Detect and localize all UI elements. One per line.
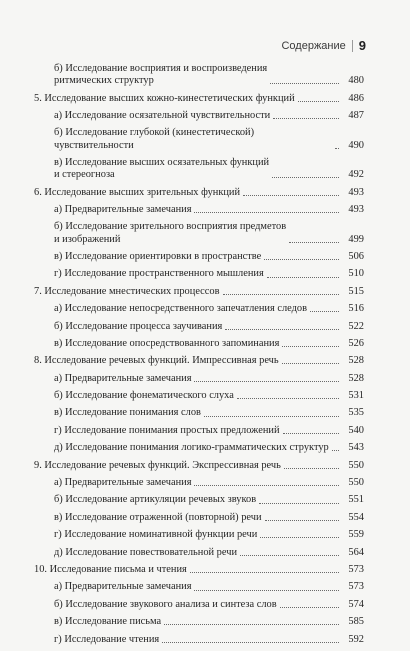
toc-page-number: 528 <box>348 355 364 367</box>
toc-page-number: 585 <box>348 616 364 628</box>
dot-leader <box>194 590 339 591</box>
toc-entry-title: б) Исследование фонематического слуха <box>54 390 234 402</box>
dot-leader <box>282 346 339 347</box>
toc-section-entry <box>34 616 364 628</box>
toc-page-number: 559 <box>348 529 364 541</box>
toc-chapter-entry <box>34 564 364 576</box>
toc-entry-title: б) Исследование процесса заучивания <box>54 320 223 332</box>
toc-entry-title: в) Исследование понимания слов <box>54 407 201 419</box>
dot-leader <box>270 83 339 84</box>
dot-leader <box>282 363 339 364</box>
toc-section-entry <box>34 373 364 385</box>
toc-section-entry <box>34 321 364 333</box>
toc-entry-title: 7. Исследование мнестических процессов <box>34 285 220 297</box>
toc-chapter-entry <box>34 460 364 472</box>
toc-entry-title: б) Исследование зрительного восприятия предметов и изображений <box>54 221 287 245</box>
dot-leader <box>265 520 339 521</box>
toc-page-number: 522 <box>348 320 364 332</box>
dot-leader <box>284 468 339 469</box>
dot-leader <box>243 195 339 196</box>
toc-page-number: 551 <box>348 494 364 506</box>
toc-section-entry <box>34 494 364 506</box>
toc-entry-title: а) Предварительные замечания <box>54 203 192 215</box>
toc-entry-title: а) Предварительные замечания <box>54 581 192 593</box>
toc-page-number: 528 <box>348 372 364 384</box>
toc-page-number: 493 <box>348 186 364 198</box>
toc-page-number: 564 <box>348 546 364 558</box>
toc-page-number: 574 <box>348 598 364 610</box>
dot-leader <box>260 537 339 538</box>
toc-entry-title: г) Исследование пространственного мышления <box>54 268 264 280</box>
toc-section-entry <box>34 581 364 593</box>
toc-section-entry <box>34 303 364 315</box>
toc-section-entry <box>34 512 364 524</box>
toc-page-number: 506 <box>348 250 364 262</box>
dot-leader <box>280 607 339 608</box>
toc-section-entry <box>34 425 364 437</box>
toc-page-number: 515 <box>348 285 364 297</box>
dot-leader <box>237 398 339 399</box>
toc-section-entry <box>34 599 364 611</box>
toc-section-entry <box>34 221 364 245</box>
toc-page-number: 526 <box>348 337 364 349</box>
toc-entry-title: г) Исследование понимания простых предложений <box>54 424 280 436</box>
toc-section-entry <box>34 634 364 646</box>
toc-entry-title: 5. Исследование высших кожно-кинестетических функций <box>34 92 295 104</box>
table-of-contents <box>34 63 364 651</box>
dot-leader <box>164 624 339 625</box>
toc-entry-title: в) Исследование опосредствованного запоминания <box>54 337 280 349</box>
dot-leader <box>272 177 339 178</box>
page-header <box>281 38 366 53</box>
toc-entry-title: б) Исследование глубокой (кинестетической) чувствительности <box>54 127 255 151</box>
toc-page-number: 573 <box>348 581 364 593</box>
toc-entry-title: в) Исследование высших осязательных функций и стереогноза <box>54 156 270 181</box>
toc-section-entry <box>34 127 364 151</box>
toc-section-entry <box>34 204 364 216</box>
toc-entry-title: д) Исследование понимания логико-грамматических структур <box>54 442 329 454</box>
toc-page-number: 535 <box>348 407 364 419</box>
toc-page-number: 554 <box>348 511 364 523</box>
toc-entry-title: 9. Исследование речевых функций. Экспрессивная речь <box>34 459 281 471</box>
toc-entry-title: г) Исследование чтения <box>54 633 160 645</box>
toc-entry-title: а) Предварительные замечания <box>54 372 192 384</box>
toc-entry-title: а) Исследование непосредственного запечатления следов <box>54 303 308 315</box>
toc-page-number: 486 <box>348 92 364 104</box>
toc-page-number: 543 <box>348 442 364 454</box>
dot-leader <box>162 642 339 643</box>
dot-leader <box>240 555 339 556</box>
toc-entry-title: 8. Исследование речевых функций. Импрессивная речь <box>34 355 279 367</box>
dot-leader <box>259 503 339 504</box>
dot-leader <box>283 433 339 434</box>
dot-leader <box>194 485 339 486</box>
dot-leader <box>225 329 339 330</box>
dot-leader <box>267 277 339 278</box>
toc-page-number: 550 <box>348 477 364 489</box>
toc-chapter-entry <box>34 286 364 298</box>
toc-page-number: 490 <box>348 139 364 151</box>
running-title: Содержание <box>281 39 346 52</box>
toc-entry-title: в) Исследование ориентировки в пространстве <box>54 250 262 262</box>
toc-page-number: 487 <box>348 109 364 121</box>
dot-leader <box>194 212 339 213</box>
toc-page-number: 573 <box>348 563 364 575</box>
toc-entry-title: 6. Исследование высших зрительных функций <box>34 186 241 198</box>
toc-page-number: 510 <box>348 268 364 280</box>
toc-section-entry <box>34 390 364 402</box>
toc-entry-title: д) Исследование повествовательной речи <box>54 546 238 558</box>
toc-page-number: 492 <box>348 169 364 181</box>
toc-section-entry <box>34 251 364 263</box>
dot-leader <box>264 259 339 260</box>
toc-entry-title: 10. Исследование письма и чтения <box>34 563 187 575</box>
dot-leader <box>273 118 339 119</box>
dot-leader <box>335 148 339 149</box>
dot-leader <box>204 416 339 417</box>
dot-leader <box>310 311 339 312</box>
toc-page-number: 550 <box>348 459 364 471</box>
toc-page-number: 480 <box>348 75 364 87</box>
toc-chapter-entry <box>34 187 364 199</box>
toc-page-number: 531 <box>348 390 364 402</box>
dot-leader <box>298 101 339 102</box>
toc-section-entry <box>34 63 364 87</box>
toc-entry-title: в) Исследование отраженной (повторной) речи <box>54 511 262 523</box>
toc-section-entry <box>34 407 364 419</box>
toc-entry-title: г) Исследование номинативной функции речи <box>54 529 258 541</box>
toc-chapter-entry <box>34 93 364 105</box>
toc-entry-title: б) Исследование восприятия и воспроизведения ритмических структур <box>54 63 268 87</box>
toc-section-entry <box>34 110 364 122</box>
header-divider <box>352 40 353 52</box>
toc-section-entry <box>34 529 364 541</box>
toc-section-entry <box>34 268 364 280</box>
toc-entry-title: а) Исследование осязательной чувствительности <box>54 109 271 121</box>
toc-entry-title: в) Исследование письма <box>54 616 162 628</box>
toc-page-number: 540 <box>348 424 364 436</box>
toc-page-number: 493 <box>348 203 364 215</box>
toc-section-entry <box>34 157 364 181</box>
toc-entry-title: а) Предварительные замечания <box>54 477 192 489</box>
dot-leader <box>194 381 339 382</box>
toc-entry-title: б) Исследование звукового анализа и синтеза слов <box>54 598 277 610</box>
toc-page-number: 592 <box>348 633 364 645</box>
dot-leader <box>332 450 339 451</box>
toc-section-entry <box>34 338 364 350</box>
toc-section-entry <box>34 442 364 454</box>
dot-leader <box>190 572 339 573</box>
toc-chapter-entry <box>34 355 364 367</box>
toc-section-entry <box>34 477 364 489</box>
toc-section-entry <box>34 547 364 559</box>
toc-entry-title: б) Исследование артикуляции речевых звуков <box>54 494 257 506</box>
dot-leader <box>223 294 339 295</box>
toc-page-number: 516 <box>348 303 364 315</box>
toc-page-number: 499 <box>348 233 364 245</box>
page-number: 9 <box>358 38 366 53</box>
dot-leader <box>289 242 339 243</box>
